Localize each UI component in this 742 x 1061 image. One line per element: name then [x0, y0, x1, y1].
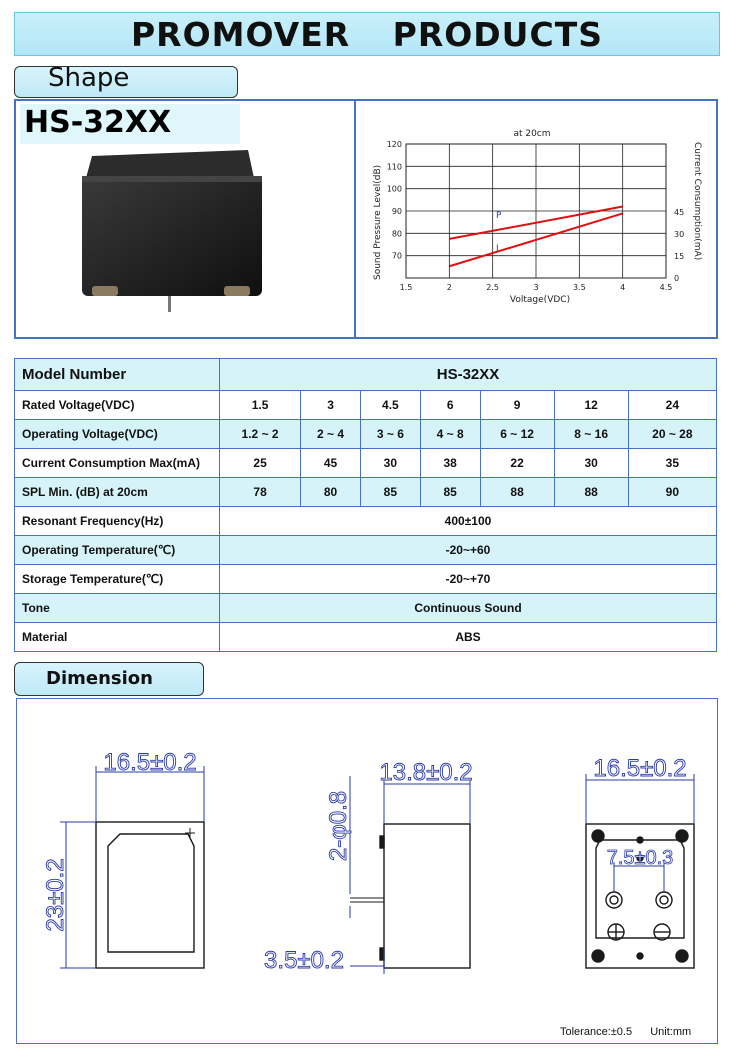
row-label: Rated Voltage(VDC) [15, 391, 220, 420]
row-cell: 6 [420, 391, 480, 420]
y-tick-label-left: 70 [391, 251, 402, 261]
row-value: -20~+60 [220, 536, 717, 565]
page-title: PROMOVER PRODUCTS [131, 15, 603, 54]
row-cell: 24 [628, 391, 716, 420]
row-cell: 1.2 ~ 2 [220, 420, 301, 449]
y-tick-label-left: 110 [386, 162, 402, 172]
row-cell: 22 [480, 449, 554, 478]
table-row [15, 536, 717, 565]
row-cell: 88 [554, 478, 628, 507]
curve-label-i: I [496, 244, 499, 254]
row-label: Operating Temperature(℃) [15, 536, 220, 565]
chart-title: at 20cm [513, 129, 551, 139]
row-value: ABS [220, 623, 717, 652]
spec-table [14, 358, 717, 652]
table-row [15, 565, 717, 594]
y-tick-label-right: 0 [674, 274, 680, 283]
row-label: Tone [15, 594, 220, 623]
chart-grid [387, 140, 684, 292]
row-cell: 45 [301, 449, 361, 478]
table-row [15, 449, 717, 478]
row-label: Current Consumption Max(mA) [15, 449, 220, 478]
row-label: SPL Min. (dB) at 20cm [15, 478, 220, 507]
row-cell: 4.5 [360, 391, 420, 420]
pin-pitch-dimension: 7.5±0.3 [606, 847, 674, 869]
product-photo [70, 148, 270, 318]
shape-tab-label: Shape [48, 63, 130, 93]
row-cell: 30 [554, 449, 628, 478]
y-tick-label-left: 90 [391, 207, 402, 216]
row-cell: 20 ~ 28 [628, 420, 716, 449]
row-cell: 6 ~ 12 [480, 420, 554, 449]
row-label: Material [15, 623, 220, 652]
front-width-dimension: 16.5±0.2 [103, 749, 197, 776]
tolerance-text: Tolerance:±0.5 [560, 1026, 633, 1038]
pin-spec-dimension: 2-φ0.8 [325, 790, 352, 862]
side-depth-dimension: 13.8±0.2 [379, 759, 473, 786]
table-row [15, 420, 717, 449]
row-value: -20~+70 [220, 565, 717, 594]
row-cell: 38 [420, 449, 480, 478]
row-cell: 88 [480, 478, 554, 507]
y-tick-label-left: 120 [386, 140, 402, 149]
performance-chart [362, 120, 712, 320]
table-row-model [15, 359, 717, 391]
unit-text: Unit:mm [650, 1026, 692, 1038]
table-row [15, 478, 717, 507]
y-tick-label-right: 15 [674, 252, 685, 261]
y-tick-label-right: 30 [674, 230, 685, 239]
side-view-drawing [250, 748, 500, 978]
row-cell: 1.5 [220, 391, 301, 420]
x-tick-label: 3 [533, 283, 539, 292]
x-axis-label: Voltage(VDC) [509, 295, 571, 305]
x-tick-label: 2 [446, 283, 452, 292]
row-cell: 2 ~ 4 [301, 420, 361, 449]
row-cell: 80 [301, 478, 361, 507]
y-tick-label-left: 80 [391, 229, 402, 239]
x-tick-label: 3.5 [572, 283, 586, 292]
row-cell: 35 [628, 449, 716, 478]
pin-length-dimension: 3.5±0.2 [264, 947, 344, 974]
curve-label-p: P [496, 211, 502, 221]
row-value: 400±100 [220, 507, 717, 536]
row-cell: 25 [220, 449, 301, 478]
row-cell: 90 [628, 478, 716, 507]
row-label: Storage Temperature(℃) [15, 565, 220, 594]
model-tag: HS-32XX [20, 104, 240, 144]
model-number-label: Model Number [15, 359, 220, 391]
x-tick-label: 1.5 [399, 283, 413, 292]
table-row [15, 594, 717, 623]
model-number-value: HS-32XX [220, 359, 717, 391]
y-tick-label-right: 45 [674, 208, 685, 217]
row-cell: 85 [360, 478, 420, 507]
row-cell: 4 ~ 8 [420, 420, 480, 449]
row-label: Operating Voltage(VDC) [15, 420, 220, 449]
panel-divider [354, 99, 356, 339]
row-value: Continuous Sound [220, 594, 717, 623]
row-cell: 85 [420, 478, 480, 507]
table-row [15, 623, 717, 652]
front-view-drawing [36, 748, 226, 978]
row-cell: 9 [480, 391, 554, 420]
x-tick-label: 4.5 [659, 283, 673, 292]
row-label: Resonant Frequency(Hz) [15, 507, 220, 536]
bottom-view-drawing [560, 748, 720, 978]
y-axis-label-left: Sound Pressure Level(dB) [373, 164, 383, 280]
row-cell: 8 ~ 16 [554, 420, 628, 449]
table-row [15, 391, 717, 420]
table-row [15, 507, 717, 536]
y-tick-label-left: 100 [386, 184, 402, 194]
row-cell: 12 [554, 391, 628, 420]
row-cell: 3 ~ 6 [360, 420, 420, 449]
row-cell: 3 [301, 391, 361, 420]
dimension-tab-label: Dimension [46, 668, 153, 689]
front-height-dimension: 23±0.2 [42, 858, 69, 932]
tolerance-note [560, 1026, 691, 1038]
x-tick-label: 2.5 [486, 283, 500, 292]
row-cell: 78 [220, 478, 301, 507]
row-cell: 30 [360, 449, 420, 478]
y-axis-label-right: Current Consumption(mA) [692, 142, 702, 261]
x-tick-label: 4 [620, 283, 626, 292]
bottom-width-dimension: 16.5±0.2 [593, 755, 687, 782]
